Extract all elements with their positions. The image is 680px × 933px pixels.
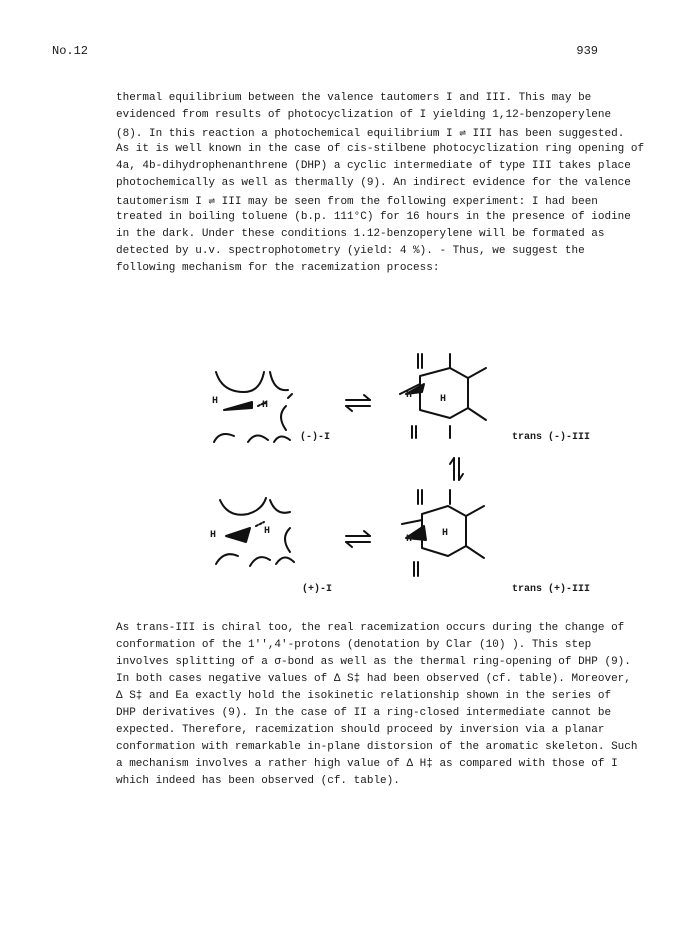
text-line: tautomerism I ⇌ III may be seen from the following experiment: I had been — [116, 196, 598, 208]
text-line: treated in boiling toluene (b.p. 111°C) for 16 hours in the presence of iodine — [116, 211, 631, 223]
equilibrium-arrow-bottom — [346, 531, 370, 547]
mechanism-structures — [200, 350, 590, 610]
text-line: a mechanism involves a rather high value of Δ H‡ as compared with those of I — [116, 758, 618, 770]
text-line: evidenced from results of photocyclization of I yielding 1,12-benzoperylene — [116, 109, 612, 121]
page-number: 939 — [576, 44, 598, 58]
text-line: which indeed has been observed (cf. table). — [116, 775, 400, 787]
atom-label-h: H — [210, 530, 217, 541]
atom-label-h: H — [264, 526, 271, 537]
text-line: involves splitting of a σ-bond as well as the thermal ring-opening of DHP (9). — [116, 656, 631, 668]
text-line: thermal equilibrium between the valence tautomers I and III. This may be — [116, 92, 592, 104]
compound-label-minus-I: (-)-I — [300, 432, 331, 443]
text-line: In both cases negative values of Δ S‡ had been observed (cf. table). Moreover, — [116, 673, 631, 685]
text-line: in the dark. Under these conditions 1.12-benzoperylene will be formated as — [116, 228, 605, 240]
text-line: DHP derivatives (9). In the case of II a ring-closed intermediate cannot be — [116, 707, 612, 719]
equilibrium-arrow-right-vertical — [450, 458, 463, 480]
structure-minus-I — [214, 372, 292, 442]
racemization-mechanism-scheme — [200, 350, 590, 610]
text-line: conformation of the 1'',4'-protons (denotation by Clar (10) ). This step — [116, 639, 592, 651]
paragraph-intro — [116, 92, 645, 279]
text-line: 4a, 4b-dihydrophenanthrene (DHP) a cyclic intermediate of type III takes place — [116, 160, 631, 172]
journal-issue-number: No.12 — [52, 44, 89, 58]
compound-label-trans-plus-III: trans (+)-III — [512, 584, 591, 595]
text-line: As it is well known in the case of cis-stilbene photocyclization ring opening of — [116, 143, 645, 155]
text-line: conformation with remarkable in-plane distorsion of the aromatic skeleton. Such — [116, 741, 638, 753]
text-line: (8). In this reaction a photochemical equilibrium I ⇌ III has been suggested. — [116, 128, 625, 140]
text-line: following mechanism for the racemization process: — [116, 262, 440, 274]
text-line: Δ S‡ and Ea exactly hold the isokinetic relationship shown in the series of — [116, 690, 612, 702]
atom-label-h: H — [406, 390, 413, 401]
compound-label-trans-minus-III: trans (-)-III — [512, 432, 591, 443]
atom-label-h: H — [442, 528, 449, 539]
compound-label-plus-I: (+)-I — [302, 584, 333, 595]
paragraph-discussion — [116, 622, 638, 792]
atom-label-h: H — [212, 396, 219, 407]
atom-label-h: H — [406, 534, 413, 545]
text-line: expected. Therefore, racemization should proceed by inversion via a planar — [116, 724, 605, 736]
atom-label-h: H — [440, 394, 447, 405]
text-line: detected by u.v. spectrophotometry (yield: 4 %). - Thus, we suggest the — [116, 245, 585, 257]
atom-label-h: H — [262, 400, 269, 411]
equilibrium-arrow-top — [346, 395, 370, 411]
structure-plus-I — [216, 498, 294, 566]
text-line: photochemically as well as thermally (9). An indirect evidence for the valence — [116, 177, 631, 189]
text-line: As trans-III is chiral too, the real racemization occurs during the change of — [116, 622, 625, 634]
